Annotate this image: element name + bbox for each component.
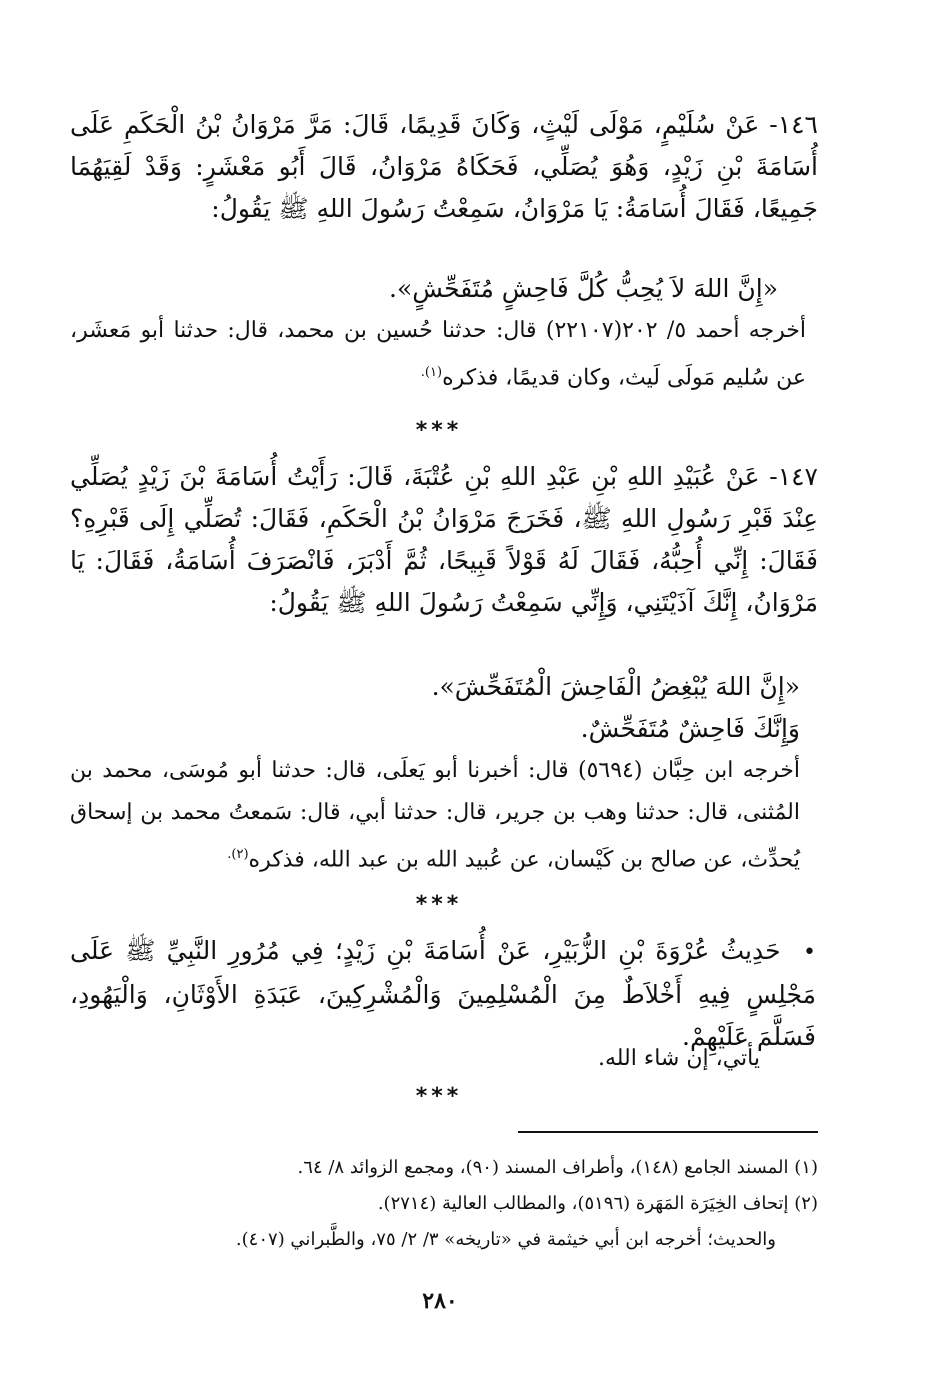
hadith-147-text: ١٤٧- عَنْ عُبَيْدِ اللهِ بْنِ عَبْدِ اللهِ بْنِ عُتْبَةَ، قَالَ: رَأَيْتُ أُسَامَةَ بْنَ زَيْدٍ يُصَلِّي عِنْدَ قَبْرِ رَسُولِ اللهِ ﷺ، فَخَرَجَ مَرْوَانُ بْنُ الْحَكَمِ، فَقَالَ: تُصَلِّي إِلَى قَبْرِهِ؟ فَقَالَ: إِنِّي أُحِبُّهُ، فَقَالَ لَهُ قَوْلاً قَبِيحًا، ثُمَّ أَدْبَرَ، فَانْصَرَفَ أُسَامَةُ، فَقَالَ: يَا مَرْوَانُ، إِنَّكَ آذَيْتَنِي، وَإِنِّي سَمِعْتُ رَسُولَ اللهِ ﷺ يَقُولُ: (70, 462, 818, 617)
hadith-147-quote: «إِنَّ اللهَ يُبْغِضُ الْفَاحِشَ الْمُتَفَحِّشَ». (431, 672, 800, 701)
section-separator: *** (415, 418, 463, 443)
bullet-icon: • (803, 940, 816, 965)
hadith-147-takhrij (70, 750, 800, 881)
hadith-146-text: ١٤٦- عَنْ سُلَيْمٍ، مَوْلَى لَيْثٍ، وَكَانَ قَدِيمًا، قَالَ: مَرَّ مَرْوَانُ بْنُ الْحَكَمِ عَلَى أُسَامَةَ بْنِ زَيْدٍ، وَهُوَ يُصَلِّي، فَحَكَاهُ مَرْوَانُ، قَالَ أَبُو مَعْشَرٍ: وَقَدْ لَقِيَهُمَا جَمِيعًا، فَقَالَ أُسَامَةُ: يَا مَرْوَانُ، سَمِعْتُ رَسُولَ اللهِ ﷺ يَقُولُ: (70, 110, 818, 223)
hadith-urwa-note: يأتي، إن شاء الله. (597, 1046, 760, 1071)
footnote-rule (518, 1131, 818, 1133)
section-separator: *** (415, 1084, 463, 1109)
footnote-1: (١) المسند الجامع (١٤٨)، وأطراف المسند (٩٠)، ومجمع الزوائد ٨/ ٦٤. (297, 1157, 818, 1178)
footnote-2-continued: والحديث؛ أخرجه ابن أبي خيثمة في «تاريخه» ٣/ ٢/ ٧٥، والطَّبراني (٤٠٧). (235, 1229, 776, 1250)
takhrij-text: أخرجه ابن حِبَّان (٥٦٩٤) قال: أخبرنا أبو يَعلَى، قال: حدثنا أبو مُوسَى، محمد بن المُثنى، قال: حدثنا وهب بن جرير، قال: حدثنا أبي، قال: سَمعتُ محمد بن إسحاق يُحدِّث، عن صالح بن كَيْسان، عن عُبيد الله بن عبد الله، فذكره (70, 758, 800, 873)
footnote-marker: (٢). (227, 847, 249, 862)
hadith-147-closing: وَإِنَّكَ فَاحِشٌ مُتَفَحِّشٌ. (580, 714, 800, 743)
page-number: ٢٨٠ (422, 1288, 458, 1314)
footnote-marker: (١). (420, 365, 443, 380)
footnote-2: (٢) إتحاف الخِيَرَة المَهَرة (٥١٩٦)، والمطالب العالية (٢٧١٤). (377, 1193, 818, 1214)
hadith-146-quote: «إِنَّ اللهَ لاَ يُحِبُّ كُلَّ فَاحِشٍ مُتَفَحِّشٍ». (389, 274, 778, 303)
hadith-urwa-body: حَدِيثُ عُرْوَةَ بْنِ الزُّبَيْرِ، عَنْ أُسَامَةَ بْنِ زَيْدٍ؛ فِي مُرُورِ النَّبِيِّ ﷺ عَلَى مَجْلِسٍ فِيهِ أَخْلاَطٌ مِنَ الْمُسْلِمِينَ وَالْمُشْرِكِينَ، عَبَدَةِ الأَوْثَانِ، وَالْيَهُودِ، فَسَلَّمَ عَلَيْهِمْ. (70, 936, 816, 1051)
takhrij-text: أخرجه أحمد ٥/ ٢٠٢(٢٢١٠٧) قال: حدثنا حُسين بن محمد، قال: حدثنا أبو مَعشَر، عن سُليم مَولَى لَيث، وكان قديمًا، فذكره (70, 318, 806, 391)
hadith-146-takhrij (70, 310, 806, 399)
section-separator: *** (415, 892, 463, 917)
